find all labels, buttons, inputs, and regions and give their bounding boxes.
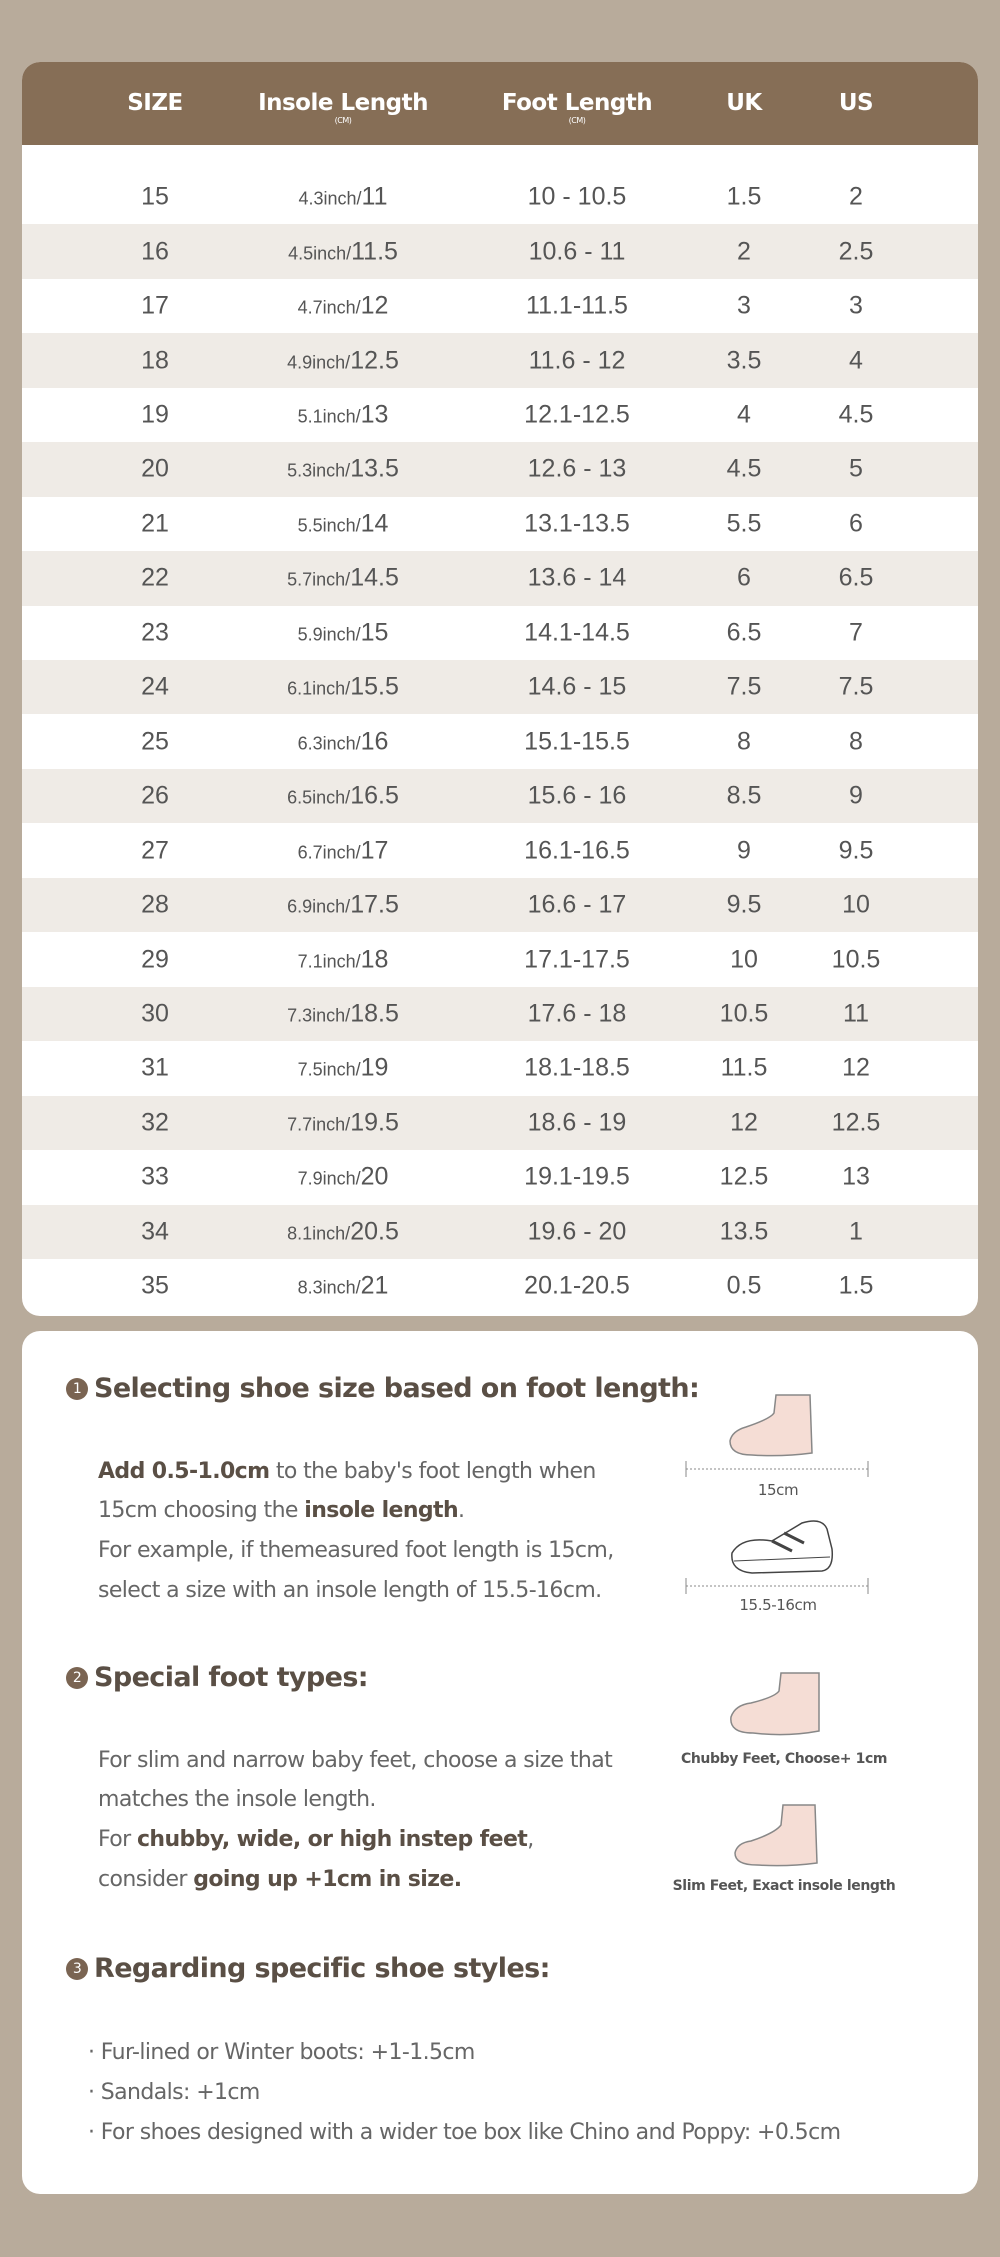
header-insole-label: Insole Length (258, 90, 428, 116)
insole-cm: 13.5 (350, 454, 399, 483)
insole-inch: 7.5inch/ (297, 1059, 361, 1080)
uk-cell: 7.5 (726, 672, 762, 701)
size-cell: 18 (141, 346, 169, 375)
table-row (22, 333, 978, 387)
insole-inch: 6.3inch/ (297, 733, 361, 754)
table-row (22, 497, 978, 551)
uk-cell: 13.5 (719, 1217, 769, 1246)
insole-cm: 19 (360, 1053, 389, 1082)
size-cell: 30 (141, 999, 169, 1028)
insole-inch: 5.7inch/ (287, 569, 351, 590)
foot-caption: 15cm (757, 1481, 799, 1499)
insole-cm: 18.5 (350, 999, 399, 1028)
insole-cell (288, 237, 398, 266)
insole-cm: 16.5 (350, 781, 399, 810)
us-cell: 9 (849, 781, 863, 810)
insole-cell (299, 183, 388, 212)
foot-cell: 17.6 - 18 (527, 999, 627, 1028)
insole-cm: 19.5 (350, 1108, 399, 1137)
insole-cm: 17 (360, 836, 389, 865)
uk-cell: 5.5 (726, 509, 762, 538)
insole-inch: 6.7inch/ (297, 842, 361, 863)
us-cell: 12 (842, 1053, 870, 1082)
us-cell: 6 (849, 509, 863, 538)
insole-cell (287, 346, 399, 375)
size-cell: 19 (141, 400, 169, 429)
size-cell: 16 (141, 237, 169, 266)
foot-cell: 13.6 - 14 (527, 563, 627, 592)
foot-cell: 11.6 - 12 (528, 346, 626, 375)
text: consider (98, 1867, 194, 1892)
shoe-illustration (722, 1511, 852, 1581)
table-row (22, 551, 978, 605)
size-cell: 15 (141, 182, 169, 211)
size-cell: 17 (141, 291, 169, 320)
insole-cm: 11.5 (351, 237, 398, 266)
bullet-1: · Fur-lined or Winter boots: +1-1.5cm (88, 2040, 475, 2065)
insole-cell (287, 673, 399, 702)
us-cell: 6.5 (838, 563, 874, 592)
size-cell: 28 (141, 890, 169, 919)
uk-cell: 11.5 (720, 1053, 768, 1082)
insole-cell (298, 727, 389, 756)
table-row (22, 145, 978, 224)
chubby-caption: Chubby Feet, Choose+ 1cm (680, 1751, 888, 1767)
foot-cell: 12.6 - 13 (527, 454, 627, 483)
us-cell: 11 (843, 999, 869, 1028)
table-row (22, 823, 978, 877)
us-cell: 2.5 (838, 237, 874, 266)
uk-cell: 10.5 (719, 999, 769, 1028)
us-cell: 5 (849, 454, 863, 483)
header-size: SIZE (127, 90, 183, 116)
table-row (22, 1205, 978, 1259)
table-row (22, 769, 978, 823)
text: 15cm choosing the (98, 1498, 305, 1523)
table-row (22, 987, 978, 1041)
measure-line-icon (682, 1459, 872, 1479)
foot-cell: 19.6 - 20 (527, 1217, 627, 1246)
insole-cell (298, 945, 389, 974)
foot-cell: 10 - 10.5 (527, 182, 627, 211)
bullet-2: · Sandals: +1cm (88, 2080, 260, 2105)
section-2-title (66, 1662, 368, 1693)
insole-inch: 7.1inch/ (297, 951, 361, 972)
table-row (22, 442, 978, 496)
uk-cell: 10 (730, 945, 758, 974)
section-title: Regarding specific shoe styles: (94, 1953, 550, 1984)
section-3-title (66, 1953, 550, 1984)
uk-cell: 3 (737, 291, 751, 320)
table-row (22, 388, 978, 442)
insole-inch: 8.1inch/ (287, 1223, 351, 1244)
insole-cm: 17.5 (350, 890, 399, 919)
foot-cell: 10.6 - 11 (528, 237, 626, 266)
foot-cell: 19.1-19.5 (524, 1162, 630, 1191)
foot-cell: 15.1-15.5 (524, 727, 630, 756)
s1-line4: select a size with an insole length of 15.5-16cm. (98, 1578, 602, 1603)
insole-cm: 16 (360, 727, 389, 756)
us-cell: 8 (849, 727, 863, 756)
size-guide-info (22, 1331, 978, 2194)
size-cell: 27 (141, 836, 169, 865)
size-cell: 35 (141, 1271, 169, 1300)
s1-line2 (98, 1498, 464, 1523)
text: For (98, 1827, 137, 1852)
insole-inch: 4.9inch/ (287, 352, 351, 373)
size-cell: 21 (141, 509, 169, 538)
slim-caption: Slim Feet, Exact insole length (672, 1878, 896, 1894)
uk-cell: 8.5 (726, 781, 762, 810)
s2-line1: For slim and narrow baby feet, choose a size that (98, 1748, 613, 1773)
emphasis: chubby, wide, or high instep feet (136, 1827, 528, 1852)
s1-line3: For example, if themeasured foot length is 15cm, (98, 1538, 614, 1563)
insole-inch: 7.3inch/ (287, 1005, 351, 1026)
size-chart-table (22, 62, 978, 1316)
insole-cell (287, 1108, 399, 1137)
foot-cell: 11.1-11.5 (526, 291, 628, 320)
insole-inch: 5.9inch/ (297, 624, 361, 645)
us-cell: 4.5 (838, 400, 874, 429)
table-row (22, 606, 978, 660)
uk-cell: 9.5 (726, 890, 762, 919)
uk-cell: 6.5 (726, 618, 762, 647)
foot-cell: 13.1-13.5 (524, 509, 630, 538)
insole-cm: 12.5 (350, 346, 399, 375)
insole-cell (298, 1054, 389, 1083)
chubby-foot-illustration (702, 1661, 832, 1741)
size-cell: 22 (141, 563, 169, 592)
insole-inch: 8.3inch/ (297, 1277, 361, 1298)
insole-cm: 14 (360, 509, 389, 538)
emphasis: going up +1cm in size. (193, 1867, 462, 1892)
table-header (22, 62, 978, 145)
size-cell: 25 (141, 727, 169, 756)
foot-cell: 18.1-18.5 (524, 1053, 630, 1082)
insole-cell (287, 455, 399, 484)
insole-cm: 11 (361, 182, 388, 211)
uk-cell: 4.5 (726, 454, 762, 483)
foot-cell: 14.6 - 15 (527, 672, 627, 701)
insole-cell (287, 782, 399, 811)
header-foot-label: Foot Length (501, 90, 653, 116)
emphasis: insole length (304, 1498, 459, 1523)
size-cell: 26 (141, 781, 169, 810)
uk-cell: 1.5 (726, 182, 762, 211)
size-cell: 29 (141, 945, 169, 974)
foot-cell: 16.1-16.5 (524, 836, 630, 865)
insole-cm: 12 (360, 291, 389, 320)
us-cell: 2 (849, 182, 863, 211)
uk-cell: 6 (737, 563, 751, 592)
measure-line-icon (682, 1576, 872, 1596)
text: to the baby's foot length when (269, 1459, 596, 1484)
table-row (22, 1259, 978, 1313)
insole-inch: 6.1inch/ (287, 678, 351, 699)
table-row (22, 878, 978, 932)
number-badge: 3 (66, 1958, 88, 1980)
text: . (458, 1498, 465, 1523)
insole-cm: 18 (360, 945, 389, 974)
insole-inch: 7.9inch/ (297, 1168, 361, 1189)
insole-cm: 15 (360, 618, 389, 647)
insole-cell (287, 999, 399, 1028)
insole-cm: 14.5 (350, 563, 399, 592)
insole-cell (298, 618, 389, 647)
insole-inch: 4.5inch/ (288, 243, 352, 264)
header-insole (258, 90, 428, 125)
us-cell: 3 (849, 291, 863, 320)
insole-cell (298, 1272, 389, 1301)
section-title: Special foot types: (94, 1662, 368, 1693)
foot-illustration (702, 1383, 822, 1463)
insole-cell (298, 509, 389, 538)
insole-cell (298, 1163, 389, 1192)
insole-cell (287, 891, 399, 920)
insole-inch: 6.9inch/ (287, 896, 351, 917)
insole-cell (287, 564, 399, 593)
insole-cm: 20 (360, 1162, 389, 1191)
uk-cell: 12.5 (719, 1162, 769, 1191)
foot-cell: 20.1-20.5 (524, 1271, 630, 1300)
section-1-title (66, 1373, 699, 1404)
uk-cell: 0.5 (726, 1271, 762, 1300)
foot-cell: 14.1-14.5 (524, 618, 630, 647)
header-uk: UK (726, 90, 762, 116)
slim-foot-illustration (702, 1793, 832, 1873)
number-badge: 1 (66, 1378, 88, 1400)
us-cell: 13 (842, 1162, 870, 1191)
uk-cell: 8 (737, 727, 751, 756)
insole-cell (298, 401, 389, 430)
insole-inch: 5.3inch/ (287, 460, 351, 481)
size-cell: 33 (141, 1162, 169, 1191)
us-cell: 9.5 (838, 836, 874, 865)
shoe-caption: 15.5-16cm (739, 1596, 817, 1614)
insole-cell (298, 292, 389, 321)
table-row (22, 224, 978, 278)
us-cell: 1.5 (838, 1271, 874, 1300)
insole-cell (287, 1217, 399, 1246)
bullet-3: · For shoes designed with a wider toe box like Chino and Poppy: +0.5cm (88, 2120, 841, 2145)
us-cell: 1 (849, 1217, 863, 1246)
size-cell: 20 (141, 454, 169, 483)
insole-cm: 21 (360, 1271, 389, 1300)
uk-cell: 4 (737, 400, 751, 429)
size-cell: 32 (141, 1108, 169, 1137)
table-row (22, 932, 978, 986)
uk-cell: 12 (730, 1108, 758, 1137)
emphasis: Add 0.5-1.0cm (98, 1459, 270, 1484)
table-row (22, 279, 978, 333)
uk-cell: 9 (737, 836, 751, 865)
insole-inch: 4.7inch/ (297, 297, 361, 318)
text: , (527, 1827, 534, 1852)
uk-cell: 3.5 (726, 346, 762, 375)
size-cell: 23 (141, 618, 169, 647)
insole-cell (298, 836, 389, 865)
section-title: Selecting shoe size based on foot length: (94, 1373, 700, 1404)
table-row (22, 715, 978, 769)
header-us: US (838, 90, 874, 116)
foot-cell: 16.6 - 17 (527, 890, 627, 919)
s1-line1 (98, 1459, 596, 1484)
us-cell: 7 (849, 618, 863, 647)
header-foot-unit: (CM) (568, 116, 586, 125)
us-cell: 10 (842, 890, 870, 919)
insole-cm: 13 (360, 400, 389, 429)
us-cell: 7.5 (838, 672, 874, 701)
size-cell: 34 (141, 1217, 169, 1246)
size-cell: 31 (141, 1053, 169, 1082)
s2-line3 (98, 1827, 534, 1852)
s2-line4 (98, 1867, 462, 1892)
foot-cell: 12.1-12.5 (524, 400, 630, 429)
insole-inch: 5.5inch/ (297, 515, 361, 536)
size-cell: 24 (141, 672, 169, 701)
insole-inch: 5.1inch/ (297, 406, 361, 427)
s2-line2: matches the insole length. (98, 1787, 376, 1812)
table-row (22, 660, 978, 714)
header-foot (502, 90, 652, 125)
table-row (22, 1096, 978, 1150)
number-badge: 2 (66, 1667, 88, 1689)
us-cell: 12.5 (831, 1108, 881, 1137)
insole-inch: 7.7inch/ (287, 1114, 351, 1135)
insole-inch: 4.3inch/ (298, 188, 362, 209)
insole-cm: 20.5 (350, 1217, 399, 1246)
foot-cell: 18.6 - 19 (527, 1108, 627, 1137)
us-cell: 4 (849, 346, 863, 375)
us-cell: 10.5 (831, 945, 881, 974)
uk-cell: 2 (737, 237, 751, 266)
table-row (22, 1150, 978, 1204)
foot-cell: 15.6 - 16 (527, 781, 627, 810)
foot-cell: 17.1-17.5 (524, 945, 630, 974)
insole-inch: 6.5inch/ (287, 787, 351, 808)
header-insole-unit: (CM) (334, 116, 352, 125)
insole-cm: 15.5 (350, 672, 399, 701)
table-row (22, 1041, 978, 1095)
